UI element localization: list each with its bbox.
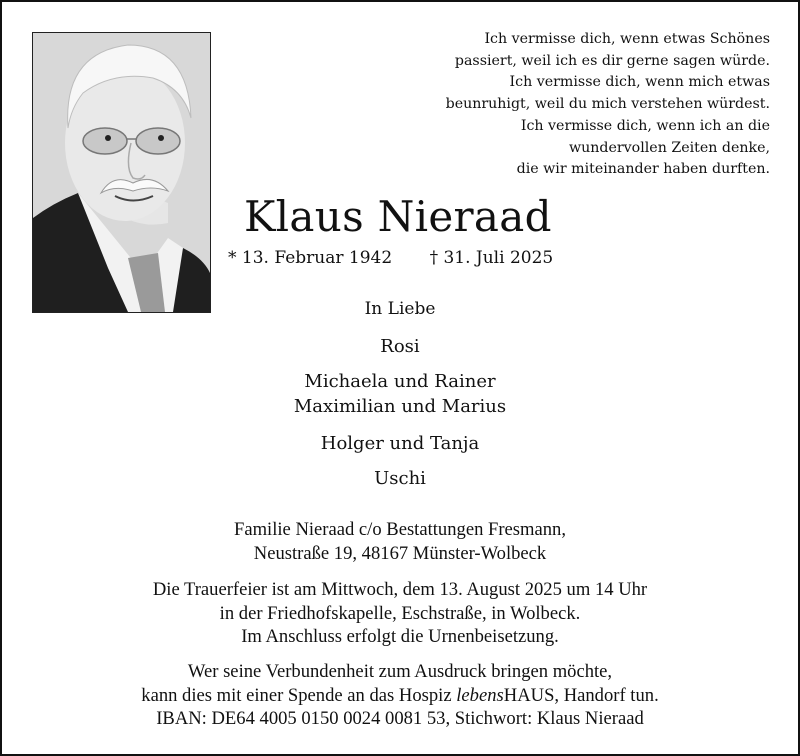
iban-line: IBAN: DE64 4005 0150 0024 0081 53, Stichwort: Klaus Nieraad: [156, 708, 644, 729]
mourners-intro: In Liebe: [364, 299, 436, 319]
contact-line: Familie Nieraad c/o Bestattungen Fresmann,: [233, 519, 567, 540]
mourner-name: Maximilian und Marius: [293, 396, 507, 417]
portrait-image: [33, 33, 210, 312]
mourner-name: Rosi: [380, 336, 420, 357]
mourner-name: Holger und Tanja: [320, 433, 480, 454]
donation-text: HAUS, Handorf tun.: [503, 684, 659, 706]
mourner-name: Uschi: [374, 468, 426, 489]
ceremony-info: [0, 578, 800, 649]
deceased-name: Klaus Nieraad: [244, 192, 552, 241]
poem-line: wundervollen Zeiten denke,: [568, 139, 770, 156]
portrait-photo: [32, 32, 211, 313]
hospiz-name-italic: lebens: [456, 684, 504, 706]
poem-line: beunruhigt, weil du mich verstehen würdest.: [445, 96, 770, 113]
ceremony-line: Im Anschluss erfolgt die Urnenbeisetzung.: [241, 626, 559, 647]
death-date: † 31. Juli 2025: [429, 248, 554, 268]
life-dates: [228, 247, 553, 269]
donation-line: Wer seine Verbundenheit zum Ausdruck bringen möchte,: [187, 661, 613, 682]
poem-line: passiert, weil ich es dir gerne sagen würde.: [454, 52, 770, 69]
mourner-name: Michaela und Rainer: [304, 371, 496, 392]
poem-line: die wir miteinander haben durften.: [516, 161, 770, 178]
donation-info: [0, 660, 800, 731]
memorial-poem: [350, 29, 770, 181]
ceremony-line: in der Friedhofskapelle, Eschstraße, in Wolbeck.: [219, 602, 581, 624]
poem-line: Ich vermisse dich, wenn ich an die: [520, 117, 770, 134]
contact-line: Neustraße 19, 48167 Münster-Wolbeck: [253, 542, 547, 564]
ceremony-line: Die Trauerfeier ist am Mittwoch, dem 13. August 2025 um 14 Uhr: [152, 579, 648, 600]
poem-line: Ich vermisse dich, wenn etwas Schönes: [484, 31, 770, 47]
birth-date: * 13. Februar 1942: [228, 248, 393, 268]
poem-line: Ich vermisse dich, wenn mich etwas: [509, 74, 770, 91]
contact-address: [0, 518, 800, 565]
donation-line: [0, 684, 800, 708]
donation-text: kann dies mit einer Spende an das Hospiz: [141, 684, 457, 706]
